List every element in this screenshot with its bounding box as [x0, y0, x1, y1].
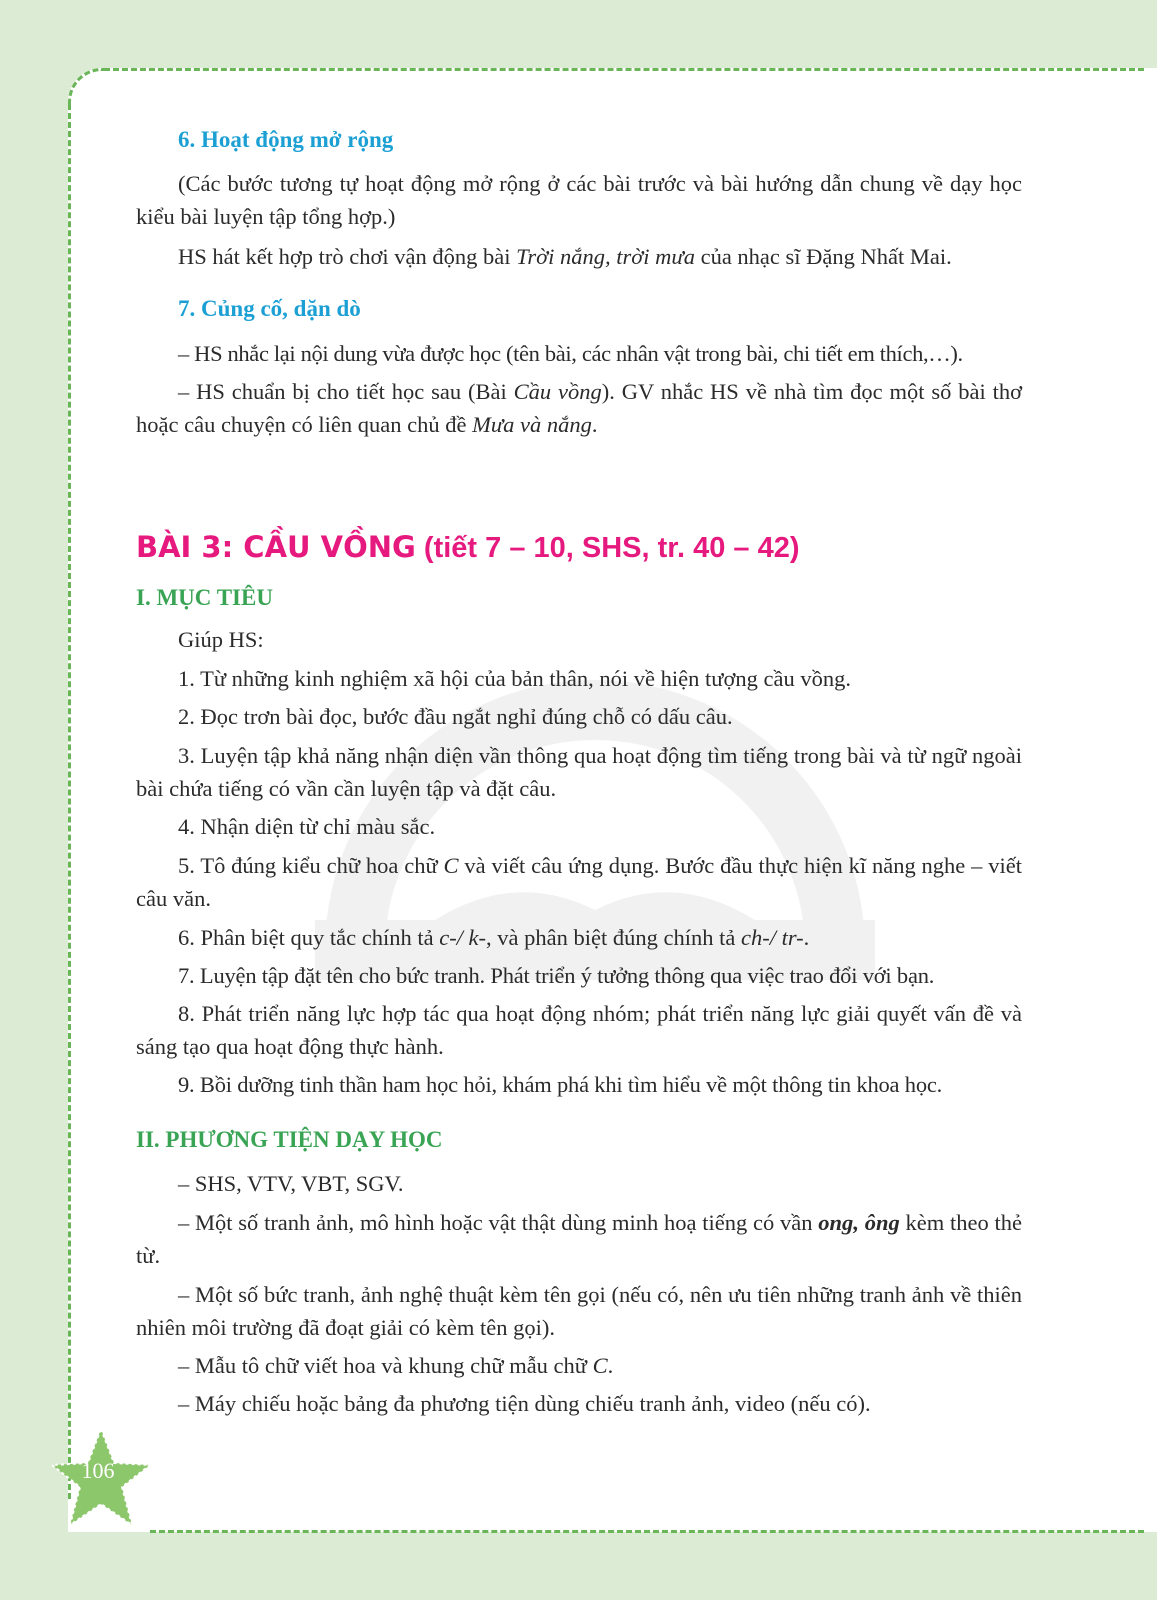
materials-heading: II. PHƯƠNG TIỆN DẠY HỌC — [136, 1127, 443, 1152]
objective-item-2: 2. Đọc trơn bài đọc, bước đầu ngắt nghỉ đúng chỗ có dấu câu. — [178, 704, 733, 729]
objective-item-8: 8. Phát triển năng lực hợp tác qua hoạt động nhóm; phát triển năng lực giải quyết vấn đề và sáng tạo qua hoạt động thực hành. — [136, 1001, 1022, 1059]
section-6-paragraph-1: (Các bước tương tự hoạt động mở rộng ở các bài trước và bài hướng dẫn chung về dạy học kiểu bài luyện tập tổng hợp.) — [136, 171, 1022, 229]
objectives-intro: Giúp HS: — [178, 627, 264, 652]
material-item-5: – Máy chiếu hoặc bảng đa phương tiện dùng chiếu tranh ảnh, video (nếu có). — [178, 1391, 871, 1416]
material-item-3: – Một số bức tranh, ảnh nghệ thuật kèm tên gọi (nếu có, nên ưu tiên những tranh ảnh về thiên nhiên môi trường đã đoạt giải có kèm tên gọi). — [136, 1282, 1022, 1340]
objective-item-7: 7. Luyện tập đặt tên cho bức tranh. Phát triển ý tưởng thông qua việc trao đổi với bạn. — [178, 963, 935, 988]
frame-left-border — [68, 104, 71, 1499]
objective-item-1: 1. Từ những kinh nghiệm xã hội của bản thân, nói về hiện tượng cầu vồng. — [178, 666, 851, 691]
objective-item-5: 5. Tô đúng kiểu chữ hoa chữ C và viết câu ứng dụng. Bước đầu thực hiện kĩ năng nghe – viết câu văn. — [136, 853, 1022, 911]
section-7-paragraph-2: – HS chuẩn bị cho tiết học sau (Bài Cầu vồng). GV nhắc HS về nhà tìm đọc một số bài thơ hoặc câu chuyện có liên quan chủ đề Mưa và nắng. — [136, 379, 1022, 437]
objective-item-6: 6. Phân biệt quy tắc chính tả c-/ k-, và phân biệt đúng chính tả ch-/ tr-. — [178, 925, 810, 950]
material-item-2: – Một số tranh ảnh, mô hình hoặc vật thật dùng minh hoạ tiếng có vần ong, ông kèm theo thẻ từ. — [136, 1210, 1023, 1268]
song-title: Trời nắng, trời mưa — [516, 244, 695, 269]
objectives-heading: I. MỤC TIÊU — [136, 585, 273, 610]
frame-corner — [68, 68, 104, 104]
objective-item-3: 3. Luyện tập khả năng nhận diện vần thông qua hoạt động tìm tiếng trong bài và từ ngữ ngoài bài chứa tiếng có vần cần luyện tập và đặt câu. — [136, 743, 1022, 801]
objective-item-9: 9. Bồi dưỡng tinh thần ham học hỏi, khám phá khi tìm hiểu về một thông tin khoa học. — [178, 1072, 943, 1097]
frame-bottom-border — [150, 1530, 1144, 1533]
lesson-title: BÀI 3: CẦU VỒNG (tiết 7 – 10, SHS, tr. 40 – 42) — [136, 530, 800, 564]
section-6-paragraph-2: HS hát kết hợp trò chơi vận động bài Trời nắng, trời mưa của nhạc sĩ Đặng Nhất Mai. — [178, 244, 952, 269]
frame-top-border — [104, 68, 1144, 71]
objective-item-4: 4. Nhận diện từ chỉ màu sắc. — [178, 814, 436, 839]
section-7-paragraph-1: – HS nhắc lại nội dung vừa được học (tên bài, các nhân vật trong bài, chi tiết em thích,…). — [178, 341, 963, 366]
page-number: 106 — [81, 1458, 115, 1483]
material-item-1: – SHS, VTV, VBT, SGV. — [178, 1171, 404, 1196]
material-item-4: – Mẫu tô chữ viết hoa và khung chữ mẫu chữ C. — [178, 1353, 614, 1378]
section-6-heading: 6. Hoạt động mở rộng — [178, 127, 394, 152]
section-7-heading: 7. Củng cố, dặn dò — [178, 296, 361, 321]
